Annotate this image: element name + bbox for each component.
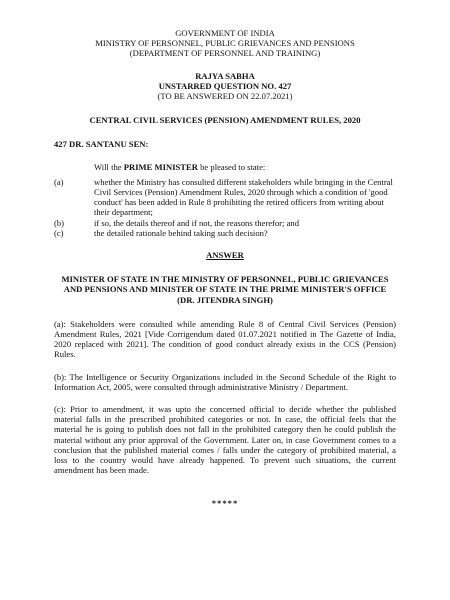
question-prompt	[54, 162, 396, 172]
ask-addressee: PRIME MINISTER	[123, 161, 198, 172]
question-asker: 427 DR. SANTANU SEN:	[54, 139, 149, 150]
document-header	[54, 28, 396, 59]
subject-title: CENTRAL CIVIL SERVICES (PENSION) AMENDMENT RULES, 2020	[89, 115, 361, 126]
question-items	[54, 177, 396, 238]
ask-suffix: be pleased to state:	[197, 161, 266, 172]
answer-heading: ANSWER	[206, 250, 244, 261]
answer-paragraph-a: (a): Stakeholders were consulted while amending Rule 8 of Central Civil Services (Pension) Amendment Rules, 2021 [Vide Corrigendum dated 01.07.2021 notified in The Gazette of India, 2020 replaced with 2021]. The condition of good conduct already exists in the CCS (Pension) Rules.	[54, 318, 396, 360]
end-mark: *****	[211, 497, 239, 508]
answering-minister: MINISTER OF STATE IN THE MINISTRY OF PERSONNEL, PUBLIC GRIEVANCES AND PENSIONS AND MINISTER OF STATE IN THE PRIME MINISTER'S OFFICE (DR. JITENDRA SINGH)	[61, 274, 389, 305]
question-info	[54, 71, 396, 102]
house-name: RAJYA SABHA	[195, 70, 255, 81]
answer-paragraph-c: (c): Prior to amendment, it was upto the concerned official to decide whether the published material falls in the prescribed prohibited categories or not. In case, the official feels that the material he is going to publish does not fall in the prohibited category then he could publish the material without any prior approval of the Government. Later on, in case Government comes to a conclusion that the published material comes / falls under the category of prohibited material, a loss to the country would have already happened. To prevent such situations, the current amendment has been made.	[54, 404, 396, 476]
ask-prefix: Will the	[94, 161, 124, 172]
answer-paragraph-b: (b): The Intelligence or Security Organizations included in the Second Schedule of the Right to Information Act, 2005, were consulted through administrative Ministry / Department.	[54, 371, 396, 392]
item-label: (b)	[54, 217, 65, 228]
item-label: (c)	[54, 227, 64, 238]
item-text: if so, the details thereof and if not, the reasons therefor; and	[94, 217, 299, 228]
item-label: (a)	[54, 176, 64, 187]
question-item	[54, 228, 396, 238]
item-text: whether the Ministry has consulted different stakeholders while bringing in the Central Civil Services (Pension) Amendment Rules, 2020 through which a condition of 'good conduct' has been added in Rule 8 prohibiting the retired officers from writing about their department;	[94, 176, 393, 218]
item-text: the detailed rationale behind taking such decision?	[94, 227, 268, 238]
question-number: UNSTARRED QUESTION NO. 427	[158, 80, 292, 91]
header-department: (DEPARTMENT OF PERSONNEL AND TRAINING)	[129, 48, 321, 59]
header-government: GOVERNMENT OF INDIA	[175, 28, 275, 38]
question-item	[54, 177, 396, 218]
answer-date: (TO BE ANSWERED ON 22.07.2021)	[157, 91, 293, 102]
header-ministry: MINISTRY OF PERSONNEL, PUBLIC GRIEVANCES AND PENSIONS	[95, 38, 355, 49]
question-item	[54, 218, 396, 228]
